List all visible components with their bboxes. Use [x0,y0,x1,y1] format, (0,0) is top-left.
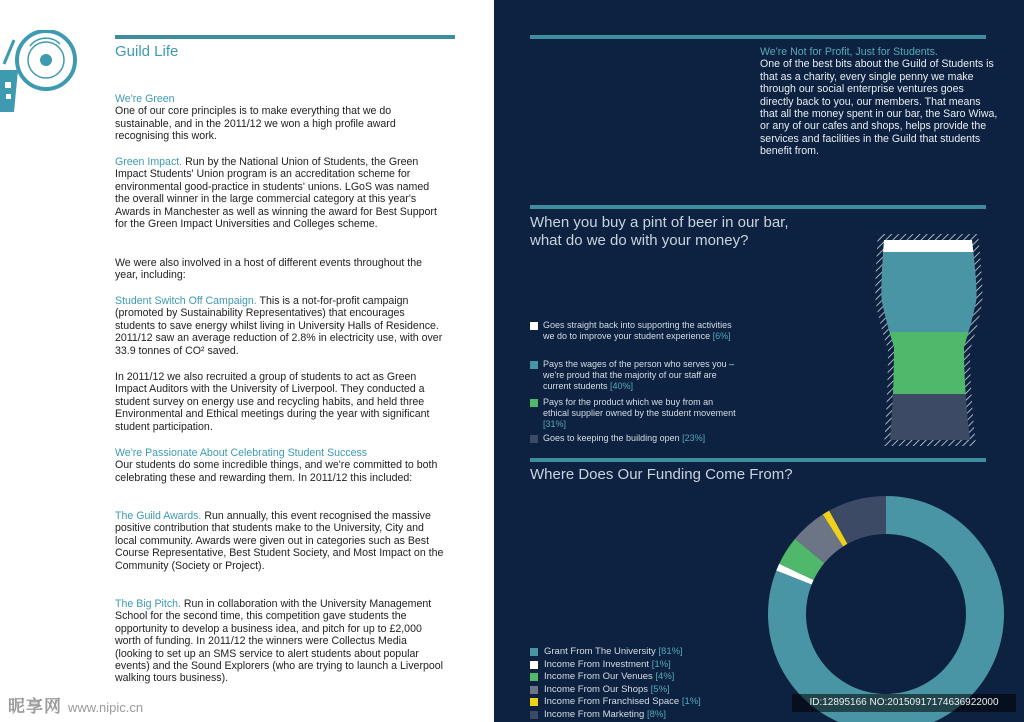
pint-legend-label: Goes to keeping the building open [23%] [543,433,706,443]
we-green-text: One of our core principles is to make everything that we do sustainable, and in the 2011/12 we won a high profile award recognising this work. [115,105,396,143]
funding-legend-label: Income From Franchised Space [1%] [544,696,701,708]
funding-legend-item [530,671,701,684]
funding-legend-swatch [530,711,538,719]
funding-legend-item [530,696,701,709]
right-page [494,0,1024,722]
not-for-profit-heading: We're Not for Profit, Just for Students. [760,46,938,58]
funding-donut-chart [756,488,1016,722]
left-top-rule [115,35,455,39]
pitch-section [115,598,445,685]
green-impact-text: Run by the National Union of Students, the Green Impact Students' Union program is an accreditation scheme for environmental good-practice in students' unions. LGoS was named the overall winner in the large commercial category at this year's Awards in Manchester as well as winning the award for Best Support for the Green Impact Universities and Colleges scheme. [115,156,437,231]
funding-legend-value: [1%] [681,696,701,708]
funding-legend-label: Grant From The University [81%] [544,646,683,657]
funding-legend-value: [1%] [651,658,671,670]
funding-legend-swatch [530,648,538,656]
pint-glass-chart [872,232,984,448]
pint-legend-value: [6%] [712,331,731,341]
awards-section [115,510,445,572]
auditors-paragraph: In 2011/12 we also recruited a group of students to act as Green Impact Auditors with the University of Liverpool. They conducted a student survey on energy use and recycling habits, and held three Environmental and Ethical meetings during the year with significant student participation. [115,371,430,433]
events-intro: We were also involved in a host of different events throughout the year, including: [115,257,423,282]
funding-legend-swatch [530,661,538,669]
right-top-rule [530,35,986,39]
pint-legend-item [530,433,740,444]
passionate-section [115,447,445,484]
we-green-heading: We're Green [115,93,175,105]
funding-legend-swatch [530,673,538,681]
watermark-url: www.nipic.cn [68,700,144,715]
awards-text: Run annually, this event recognised the massive positive contribution that students make to the University, City and local community. Awards were given out in categories such as Best Course Representative, Best Student Society, and Most Impact on the Community (Society or Project). [115,510,444,572]
funding-legend-value: [8%] [646,708,666,720]
left-page [0,0,494,722]
pint-legend-value: [40%] [610,381,634,391]
pitch-text: Run in collaboration with the University Management School for the second time, this competition gave students the opportunity to develop a business idea, and pitch for up to £2,000 worth of funding. In 2011/12 the winners were Collectus Media (looking to set up an SMS service to alert students about popular events) and the Sound Explorers (who are trying to launch a Liverpool walking tours business). [115,598,444,685]
funding-legend-item [530,684,701,697]
switch-off-section [115,295,445,357]
pint-legend-swatch [530,399,538,407]
funding-legend [530,646,701,722]
funding-legend-value: [5%] [650,683,670,695]
pint-legend-item [530,320,740,342]
watermark-logo [8,692,143,717]
pint-chart-title [530,214,789,250]
watermark-id: ID:12895166 NO:20150917174636922000 [792,694,1016,712]
funding-legend-label: Income From Our Venues [4%] [544,671,675,683]
pint-legend-swatch [530,322,538,330]
funding-legend-label: Income From Investment [1%] [544,658,671,670]
funding-legend-item [530,709,701,722]
pint-legend-swatch [530,361,538,369]
pint-layer [872,252,984,333]
watermark-site: 昵享网 [8,697,62,716]
green-impact-heading: Green Impact. [115,156,183,168]
funding-legend-swatch [530,686,538,694]
pint-legend-value: [31%] [543,419,567,429]
pint-legend-item [530,397,740,430]
funding-legend-swatch [530,698,538,706]
pint-legend-value: [23%] [682,433,706,443]
passionate-heading: We're Passionate About Celebrating Student Success [115,447,368,459]
switch-off-heading: Student Switch Off Campaign. [115,295,257,307]
passionate-text: Our students do some incredible things, and we're committed to both celebrating these and rewarding them. In 2011/12 this included: [115,459,438,484]
not-for-profit-text: One of the best bits about the Guild of Students is that as a charity, every single penny we make through our social enterprise ventures goes directly back to you, our members. That means that all the money spent in our bar, the Saro Wiwa, or any of our cafes and shops, helps provide the services and facilities in the Guild that students benefit from. [760,58,998,158]
pint-title-line-2: what do we do with your money? [530,232,749,249]
funding-legend-item [530,646,701,659]
funding-legend-value: [4%] [655,671,675,683]
page-title: Guild Life [115,43,179,60]
awards-heading: The Guild Awards. [115,510,202,522]
pint-legend-label: Pays the wages of the person who serves you – we're proud that the majority of our staff are current students [40%] [543,359,735,391]
pint-legend-item [530,359,740,392]
funding-section-rule [530,458,986,462]
funding-legend-value: [81%] [658,646,683,657]
we-green-section [115,93,445,143]
switch-off-text: This is a not-for-profit campaign (promoted by Sustainability Representatives) that encourages students to save energy whilst living in University Halls of Residence. 2011/12 saw an average reduction of 2.8% in electricity use, with over 33.9 tonnes of CO² saved. [115,295,443,357]
pint-layer [872,240,984,253]
drink-and-disc-icon [0,30,80,120]
green-impact-section [115,156,445,230]
funding-legend-label: Income From Our Shops [5%] [544,683,670,695]
pint-legend-label: Goes straight back into supporting the activities we do to improve your student experience [6%] [543,320,732,341]
pint-section-rule [530,205,986,209]
funding-chart-title: Where Does Our Funding Come From? [530,466,793,483]
pint-title-line-1: When you buy a pint of beer in our bar, [530,214,789,231]
funding-legend-item [530,659,701,672]
funding-legend-label: Income From Marketing [8%] [544,708,666,720]
pint-legend-swatch [530,435,538,443]
pitch-heading: The Big Pitch. [115,598,181,610]
not-for-profit-section [760,46,1000,158]
pint-legend-label: Pays for the product which we buy from an ethical supplier owned by the student movement [31%] [543,397,736,429]
